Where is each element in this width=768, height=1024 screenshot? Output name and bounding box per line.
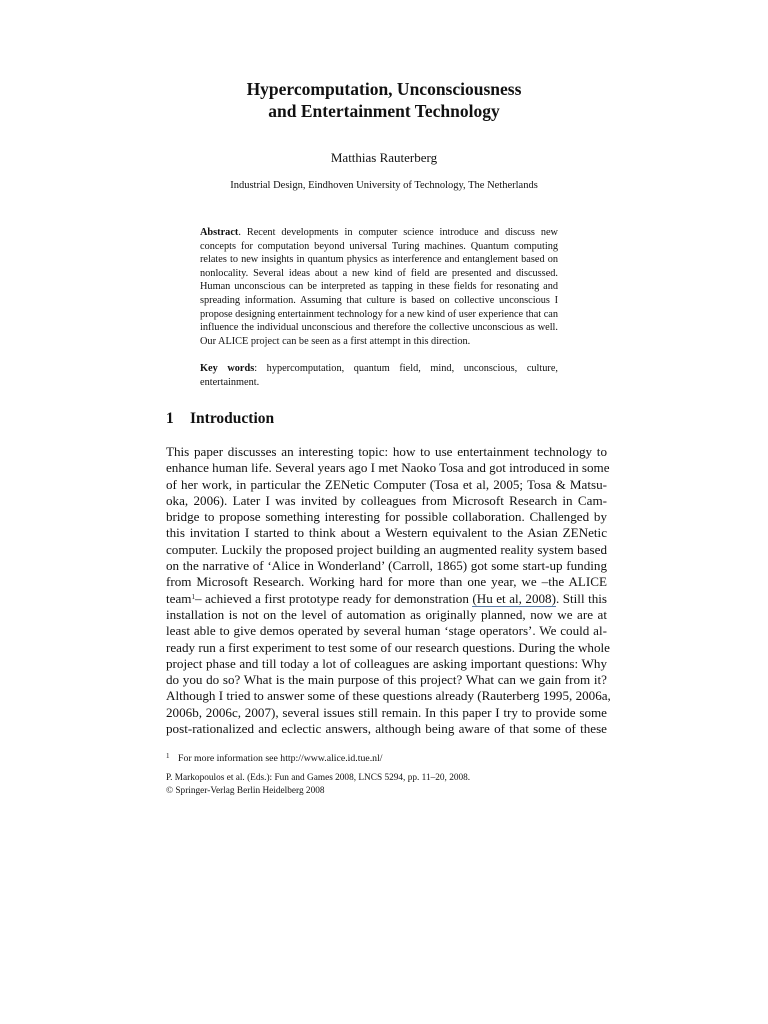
section-heading [166, 410, 274, 428]
footnote-reference[interactable]: 1 [191, 592, 195, 601]
body-line-start: team [166, 590, 192, 606]
copyright-notice: © Springer-Verlag Berlin Heidelberg 2008 [166, 786, 325, 796]
body-line: computer. Luckily the proposed project building an augmented reality system based [166, 541, 607, 557]
body-line: bridge to propose something interesting for possible collaboration. Challenged by [166, 509, 607, 525]
body-line: this invitation I started to think about a Western equivalent to the Asian ZENetic [166, 525, 607, 541]
abstract-text: . Recent developments in computer science introduce and discuss new concepts for computation beyond universal Turing machines. Quantum computing relates to new insights in quantum physics as interference and entanglement based on nonlocality. Several ideas about a new kind of field are presented and discussed. Human unconscious can be interpreted as tapping in these fields for resonating and spreading information. Assuming that culture is based on collective unconscious I propose designing entertainment technology for a new kind of user experience that can influence the individual unconscious and therefore the collective unconscious as well. Our ALICE project can be seen as a first attempt in this direction. [200, 227, 558, 347]
footnote-text: For more information see http://www.alice.id.tue.nl/ [178, 753, 383, 764]
body-line: installation is not on the level of automation as originally planned, now we are at [166, 606, 607, 622]
body-line: ready run a first experiment to test some of our research questions. During the whole [166, 639, 610, 655]
section-title: Introduction [190, 410, 275, 427]
body-line-with-citation [166, 591, 607, 607]
citation-link[interactable]: (Hu et al, 2008) [472, 590, 556, 606]
paper-title [0, 78, 768, 122]
body-line: of her work, in particular the ZENetic Computer (Tosa et al, 2005; Tosa & Matsu- [166, 476, 607, 492]
body-line-end: . Still this [555, 590, 607, 606]
publication-citation: P. Markopoulos et al. (Eds.): Fun and Games 2008, LNCS 5294, pp. 11–20, 2008. [166, 773, 471, 783]
abstract [200, 226, 558, 348]
body-line-middle: – achieved a first prototype ready for demonstration [194, 590, 473, 606]
body-line: oka, 2006). Later I was invited by colleagues from Microsoft Research in Cam- [166, 492, 607, 508]
title-line-2: and Entertainment Technology [268, 101, 500, 121]
footnote-mark: 1 [166, 752, 170, 760]
body-line: 2006b, 2006c, 2007), several issues still remain. In this paper I try to provide some [166, 704, 607, 720]
body-line: do you do so? What is the main purpose of this project? What can we gain from it? [166, 672, 607, 688]
body-line: project phase and till today a lot of colleagues are asking important questions: Why [166, 655, 607, 671]
body-line: enhance human life. Several years ago I met Naoko Tosa and got introduced in some [166, 460, 610, 476]
author-affiliation: Industrial Design, Eindhoven University of Technology, The Netherlands [230, 180, 538, 191]
body-line: on the narrative of ‘Alice in Wonderland’ (Carroll, 1865) got some start-up funding [166, 558, 607, 574]
keywords-text: : hypercomputation, quantum field, mind, unconscious, culture, entertainment. [200, 363, 558, 388]
body-line: from Microsoft Research. Working hard for more than one year, we –the ALICE [166, 574, 607, 590]
keywords-label: Key words [200, 363, 255, 374]
body-line: post-rationalized and eclectic answers, although being aware of that some of these [166, 721, 607, 737]
body-line: Although I tried to answer some of these questions already (Rauterberg 1995, 2006a, [166, 688, 611, 704]
title-line-1: Hypercomputation, Unconsciousness [246, 79, 522, 99]
body-line: least able to give demos operated by several human ‘stage operators’. We could al- [166, 623, 607, 639]
keywords [200, 362, 558, 389]
author-name: Matthias Rauterberg [330, 150, 438, 165]
section-number: 1 [166, 410, 174, 427]
publication-info [166, 772, 607, 798]
body-line: This paper discusses an interesting topic: how to use entertainment technology to [166, 444, 607, 459]
abstract-label: Abstract [200, 227, 239, 238]
body-text [166, 444, 611, 737]
footnote [166, 752, 607, 764]
